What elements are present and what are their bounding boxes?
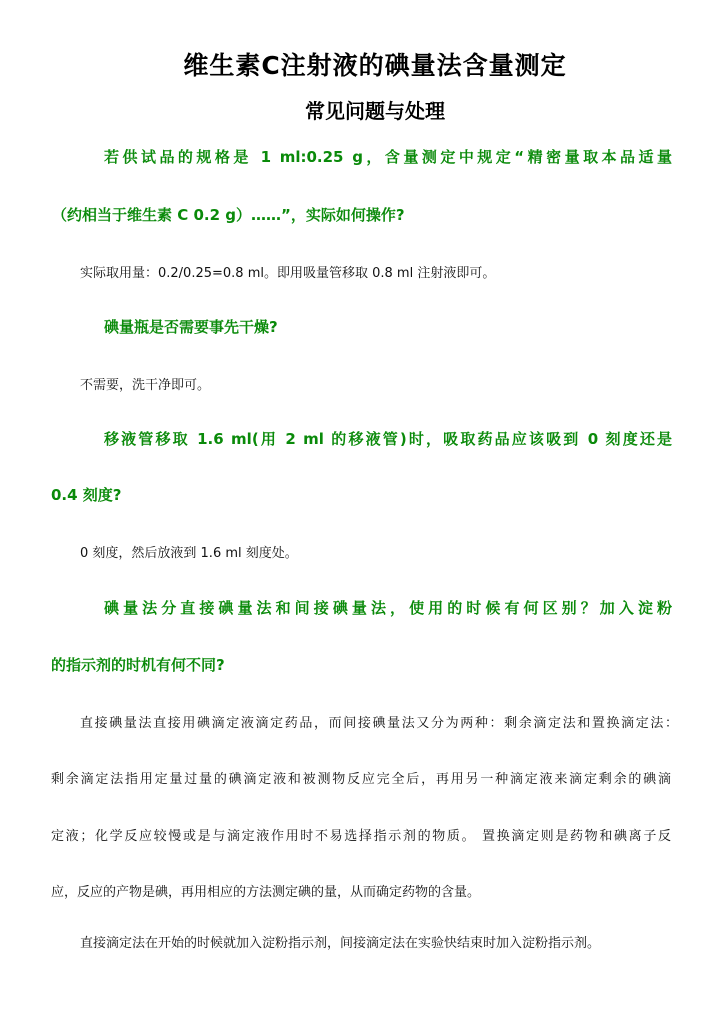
answer-3-line-1: 0 刻度，然后放液到 1.6 ml 刻度处。: [80, 546, 298, 561]
answer-1-line-1: 实际取用量：0.2/0.25=0.8 ml。即用吸量管移取 0.8 ml 注射液即可。: [80, 266, 496, 281]
answer-4-line-2: 剩余滴定法指用定量过量的碘滴定液和被测物反应完全后，再用另一种滴定液来滴定剩余的碘滴: [51, 772, 671, 787]
answer-2-line-1: 不需要，洗干净即可。: [80, 378, 211, 393]
question-2-line-1: 碘量瓶是否需要事先干燥?: [104, 318, 278, 336]
answer-4-line-4: 应，反应的产物是碘，再用相应的方法测定碘的量，从而确定药物的含量。: [51, 885, 481, 900]
question-1-line-2: （约相当于维生素 C 0.2 g）……”，实际如何操作?: [52, 206, 405, 224]
answer-4-line-5: 直接滴定法在开始的时候就加入淀粉指示剂，间接滴定法在实验快结束时加入淀粉指示剂。: [80, 936, 601, 951]
question-3-line-2: 0.4 刻度?: [51, 486, 122, 504]
answer-4-line-1: 直接碘量法直接用碘滴定液滴定药品，而间接碘量法又分为两种：剩余滴定法和置换滴定法：: [80, 716, 678, 731]
question-1-line-1: 若供试品的规格是 1 ml:0.25 g，含量测定中规定“精密量取本品适量: [104, 148, 672, 166]
document-subtitle: 常见问题与处理: [305, 99, 445, 123]
question-4-line-2: 的指示剂的时机有何不同?: [51, 656, 225, 674]
question-3-line-1: 移液管移取 1.6 ml(用 2 ml 的移液管)时，吸取药品应该吸到 0 刻度还是: [104, 430, 672, 448]
answer-4-line-3: 定液；化学反应较慢或是与滴定液作用时不易选择指示剂的物质。 置换滴定则是药物和碘离子反: [51, 829, 671, 844]
question-4-line-1: 碘量法分直接碘量法和间接碘量法，使用的时候有何区别？加入淀粉: [104, 599, 672, 617]
document-title: 维生素C注射液的碘量法含量测定: [183, 51, 567, 80]
